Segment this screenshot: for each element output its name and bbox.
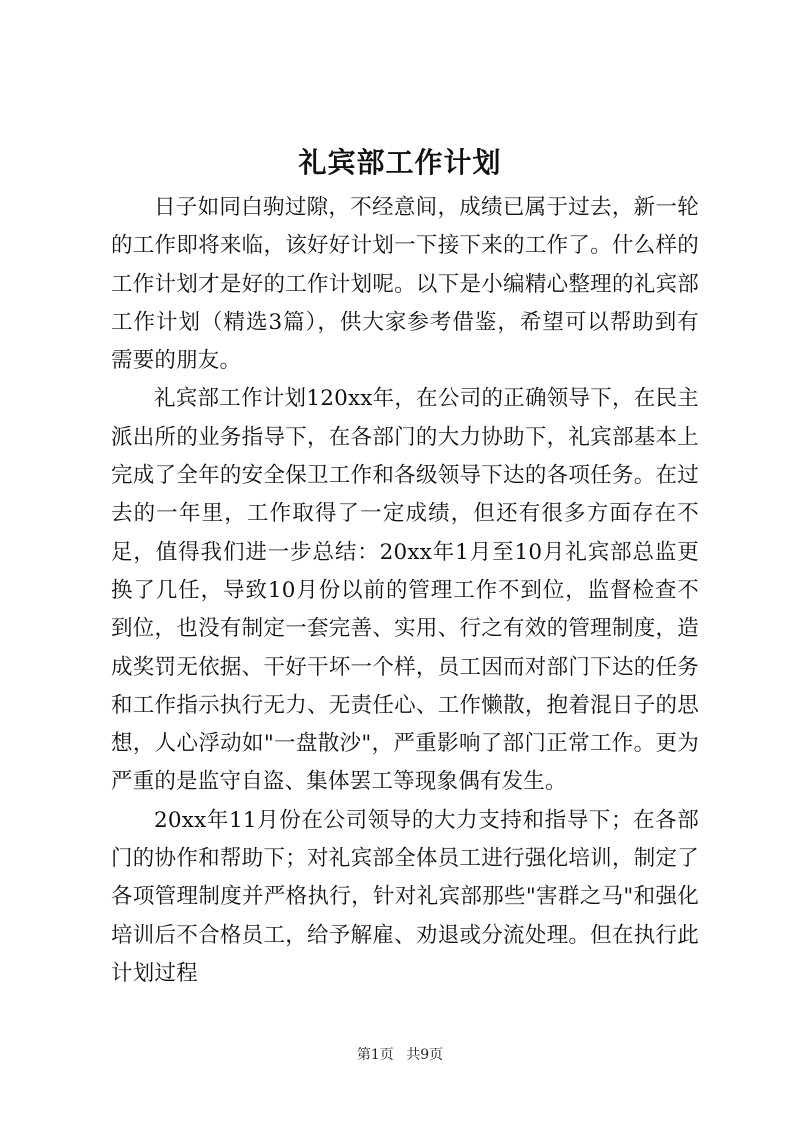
document-body	[111, 189, 699, 993]
page-total: 共9页	[406, 1047, 444, 1063]
page-number: 第1页	[356, 1047, 394, 1063]
page-footer	[0, 1045, 800, 1065]
paragraph-intro: 日子如同白驹过隙，不经意间，成绩已属于过去，新一轮的工作即将来临，该好好计划一下接下来的工作了。什么样的工作计划才是好的工作计划呢。以下是小编精心整理的礼宾部工作计划（精选3篇），供大家参考借鉴，希望可以帮助到有需要的朋友。	[111, 195, 699, 374]
paragraph-november: 20xx年11月份在公司领导的大力支持和指导下；在各部门的协作和帮助下；对礼宾部全体员工进行强化培训，制定了各项管理制度并严格执行，针对礼宾部那些"害群之马"和强化培训后不合格员工，给予解雇、劝退或分流处理。但在执行此计划过程	[111, 807, 699, 986]
paragraph-review: 礼宾部工作计划120xx年，在公司的正确领导下，在民主派出所的业务指导下，在各部门的大力协助下，礼宾部基本上完成了全年的安全保卫工作和各级领导下达的各项任务。在过去的一年里，工作取得了一定成绩，但还有很多方面存在不足，值得我们进一步总结：20xx年1月至10月礼宾部总监更换了几任，导致10月份以前的管理工作不到位，监督检查不到位，也没有制定一套完善、实用、行之有效的管理制度，造成奖罚无依据、干好干坏一个样，员工因而对部门下达的任务和工作指示执行无力、无责任心、工作懒散，抱着混日子的思想，人心浮动如"一盘散沙"，严重影响了部门正常工作。更为严重的是监守自盗、集体罢工等现象偶有发生。	[111, 386, 699, 795]
document-title: 礼宾部工作计划	[298, 146, 502, 179]
